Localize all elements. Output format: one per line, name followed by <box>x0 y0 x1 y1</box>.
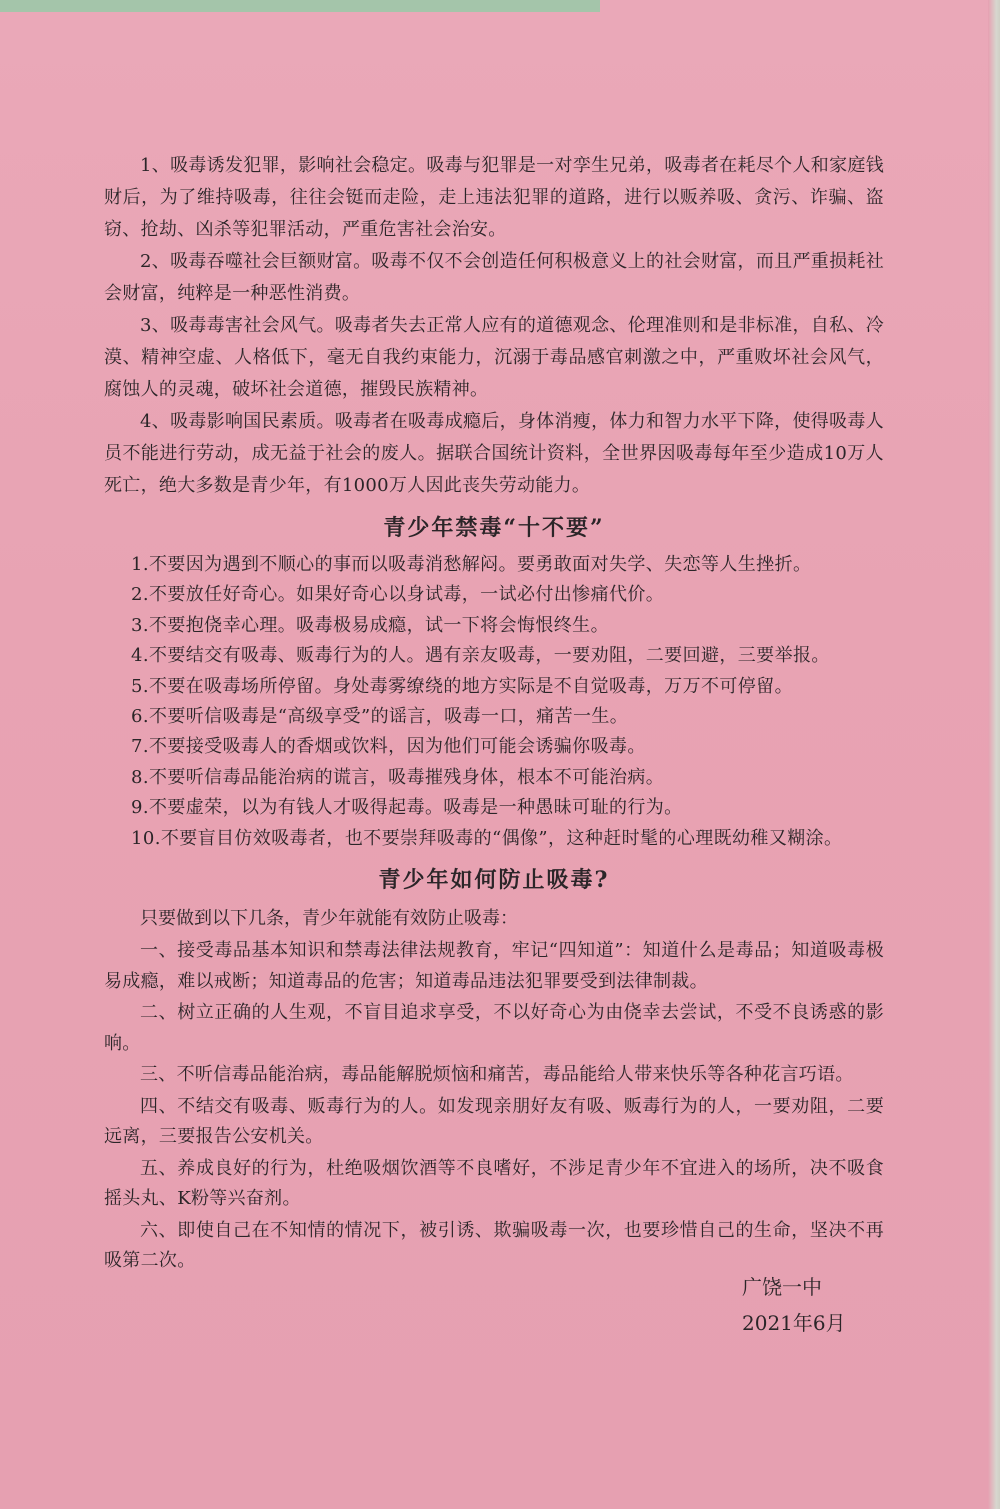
intro-paragraph-4: 4、吸毒影响国民素质。吸毒者在吸毒成瘾后，身体消瘦，体力和智力水平下降，使得吸毒人员不能进行劳动，成无益于社会的废人。据联合国统计资料，全世界因吸毒每年至少造成10万人死亡，绝大多数是青少年，有1000万人因此丧失劳动能力。 <box>104 411 884 496</box>
ten-donts-item-10: 10.不要盲目仿效吸毒者，也不要崇拜吸毒的“偶像”，这种赶时髦的心理既幼稚又糊涂。 <box>131 827 843 849</box>
signature-block <box>742 1269 846 1341</box>
prevention-item-5: 五、养成良好的行为，杜绝吸烟饮酒等不良嗜好，不涉足青少年不宜进入的场所，决不吸食摇头丸、K粉等兴奋剂。 <box>104 1157 884 1210</box>
ten-donts-item-2: 2.不要放任好奇心。如果好奇心以身试毒，一试必付出惨痛代价。 <box>131 584 665 606</box>
ten-donts-item-9: 9.不要虚荣，以为有钱人才吸得起毒。吸毒是一种愚昧可耻的行为。 <box>131 797 683 819</box>
ten-donts-item-6: 6.不要听信吸毒是“高级享受”的谣言，吸毒一口，痛苦一生。 <box>131 706 629 728</box>
prevention-item-4: 四、不结交有吸毒、贩毒行为的人。如发现亲朋好友有吸、贩毒行为的人，一要劝阻，二要远离，三要报告公安机关。 <box>104 1095 884 1148</box>
document-content <box>104 150 884 1277</box>
intro-paragraph-2: 2、吸毒吞噬社会巨额财富。吸毒不仅不会创造任何积极意义上的社会财富，而且严重损耗社会财富，纯粹是一种恶性消费。 <box>104 251 884 304</box>
ten-donts-item-4: 4.不要结交有吸毒、贩毒行为的人。遇有亲友吸毒，一要劝阻，二要回避，三要举报。 <box>131 645 830 667</box>
ten-donts-item-7: 7.不要接受吸毒人的香烟或饮料，因为他们可能会诱骗你吸毒。 <box>131 736 646 758</box>
prevention-item-1: 一、接受毒品基本知识和禁毒法律法规教育，牢记“四知道”：知道什么是毒品；知道吸毒极易成瘾，难以戒断；知道毒品的危害；知道毒品违法犯罪要受到法律制裁。 <box>104 940 884 992</box>
ten-donts-item-3: 3.不要抱侥幸心理。吸毒极易成瘾，试一下将会悔恨终生。 <box>131 614 609 636</box>
prevention-item-3: 三、不听信毒品能治病，毒品能解脱烦恼和痛苦，毒品能给人带来快乐等各种花言巧语。 <box>140 1064 854 1086</box>
ten-donts-item-1: 1.不要因为遇到不顺心的事而以吸毒消愁解闷。要勇敢面对失学、失恋等人生挫折。 <box>131 554 812 575</box>
top-paper-strip <box>0 0 600 12</box>
ten-donts-item-5: 5.不要在吸毒场所停留。身处毒雾缭绕的地方实际是不自觉吸毒，万万不可停留。 <box>131 675 793 697</box>
ten-donts-list <box>104 550 884 854</box>
intro-paragraph-3: 3、吸毒毒害社会风气。吸毒者失去正常人应有的道德观念、伦理准则和是非标准，自私、冷漠、精神空虚、人格低下，毫无自我约束能力，沉溺于毒品感官刺激之中，严重败坏社会风气，腐蚀人的灵魂，破坏社会道德，摧毁民族精神。 <box>104 315 884 400</box>
ten-donts-title: 青少年禁毒“十不要” <box>383 515 605 541</box>
signature-organization: 广饶一中 <box>742 1275 822 1299</box>
right-paper-edge <box>988 0 1000 1509</box>
prevention-item-6: 六、即使自己在不知情的情况下，被引诱、欺骗吸毒一次，也要珍惜自己的生命，坚决不再吸第二次。 <box>104 1219 884 1272</box>
prevention-intro: 只要做到以下几条，青少年就能有效防止吸毒： <box>140 908 518 930</box>
prevention-title: 青少年如何防止吸毒? <box>378 867 610 894</box>
intro-paragraph-1: 1、吸毒诱发犯罪，影响社会稳定。吸毒与犯罪是一对孪生兄弟，吸毒者在耗尽个人和家庭钱财后，为了维持吸毒，往往会铤而走险，走上违法犯罪的道路，进行以贩养吸、贪污、诈骗、盗窃、抢劫、凶杀等犯罪活动，严重危害社会治安。 <box>104 155 884 240</box>
ten-donts-item-8: 8.不要听信毒品能治病的谎言，吸毒摧残身体，根本不可能治病。 <box>131 766 665 788</box>
signature-date: 2021年6月 <box>742 1311 846 1335</box>
prevention-item-2: 二、树立正确的人生观，不盲目追求享受，不以好奇心为由侥幸去尝试，不受不良诱惑的影响。 <box>104 1002 884 1054</box>
